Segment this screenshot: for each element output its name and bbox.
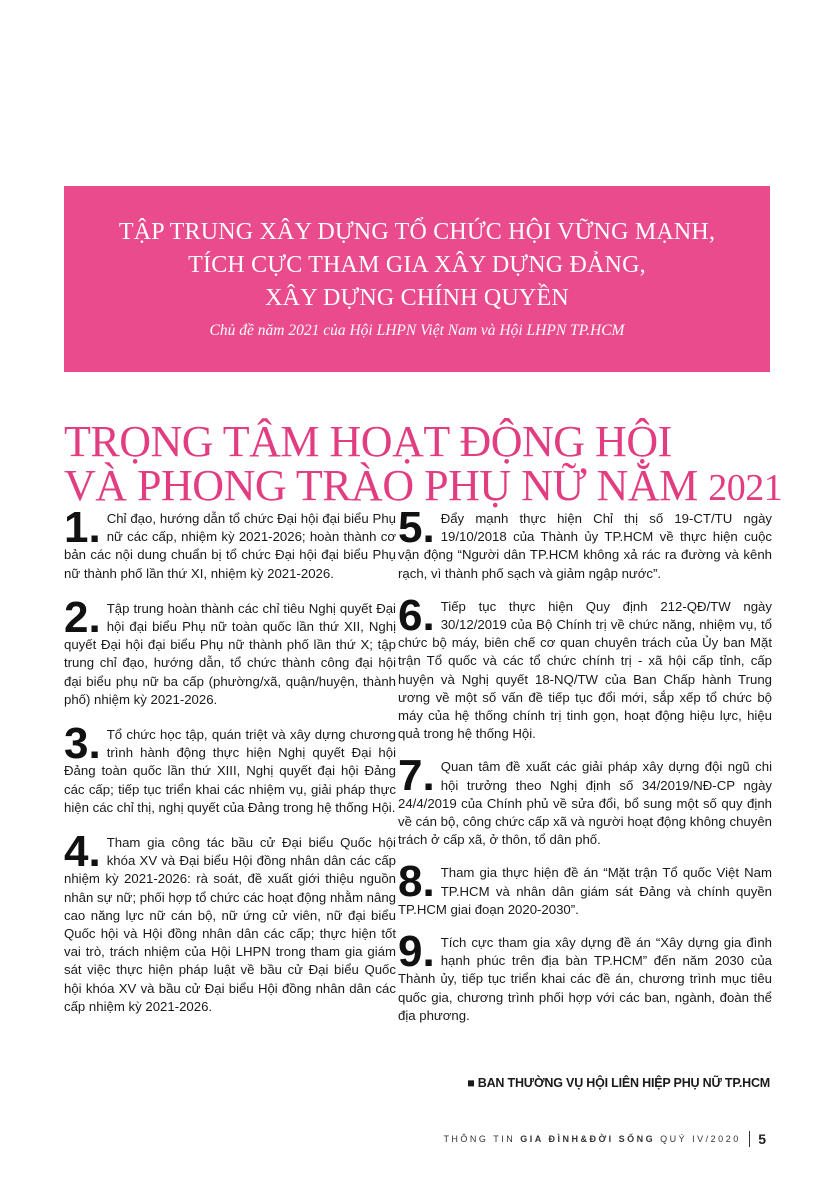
footer-magazine-name: GIA ĐÌNH&ĐỜI SỐNG xyxy=(520,1134,656,1144)
footer-divider xyxy=(749,1131,751,1147)
list-item-2 xyxy=(64,592,396,709)
item-number: 7. xyxy=(398,751,435,801)
item-text: Tiếp tục thực hiện Quy định 212-QĐ/TW ngày 30/12/2019 của Bộ Chính trị về chức năng, nhiệm vụ, tổ chức bộ máy, biên chế cơ quan chuyên trách của Ủy ban Mặt trận Tổ quốc và các tổ chức chính trị - xã hội cấp tỉnh, cấp huyện và Nghị quyết 18-NQ/TW của Ban Chấp hành Trung ương về một số vấn đề tiếp tục đổi mới, sắp xếp tổ chức bộ máy của hệ thống chính trị tinh gọn, hoạt động hiệu lực, hiệu quả trong hệ thống Hội. xyxy=(398,598,772,742)
item-number: 4. xyxy=(64,827,101,877)
headline-year: 2021 xyxy=(708,467,783,509)
article-headline xyxy=(64,417,784,510)
list-item-6 xyxy=(398,590,772,744)
list-item-1 xyxy=(64,503,396,583)
item-text: Đẩy mạnh thực hiện Chỉ thị số 19-CT/TU ngày 19/10/2018 của Thành ủy TP.HCM về thực hiện cuộc vận động “Người dân TP.HCM không xả rác ra đường và kênh rạch, vì thành phố sạch và giảm ngập nước”. xyxy=(398,511,772,581)
page-footer xyxy=(443,1131,766,1147)
item-text: Tập trung hoàn thành các chỉ tiêu Nghị quyết Đại hội đại biểu Phụ nữ toàn quốc lần thứ XII, Nghị quyết Đại hội đại biểu Phụ nữ thành phố lần thứ X; tập trung chỉ đạo, hướng dẫn, tổ chức thành công đại hội đại biểu phụ nữ ba cấp (phường/xã, quận/huyện, thành phố) nhiệm kỳ 2021-2026. xyxy=(64,600,396,707)
item-text: Quan tâm đề xuất các giải pháp xây dựng đội ngũ chi hội trưởng theo Nghị định số 34/2019/NĐ-CP ngày 24/4/2019 của Chính phủ về sửa đổi, bổ sung một số quy định về cán bộ, công chức cấp xã và người hoạt động không chuyên trách ở cấp xã, ở thôn, tổ dân phố. xyxy=(398,759,772,848)
footer-issue: QUÝ IV/2020 xyxy=(660,1134,741,1144)
item-number: 1. xyxy=(64,503,101,552)
page-number: 5 xyxy=(758,1131,766,1147)
headline-line-2-text: VÀ PHONG TRÀO PHỤ NỮ NĂM xyxy=(64,461,698,510)
author-signature: ■ BAN THƯỜNG VỤ HỘI LIÊN HIỆP PHỤ NỮ TP.HCM xyxy=(467,1076,770,1090)
item-number: 3. xyxy=(64,719,101,769)
item-number: 9. xyxy=(398,927,435,977)
item-number: 2. xyxy=(64,592,101,642)
list-item-3 xyxy=(64,719,396,817)
left-column xyxy=(64,503,396,1033)
list-item-8 xyxy=(398,857,772,919)
banner-line-1: TẬP TRUNG XÂY DỰNG TỔ CHỨC HỘI VỮNG MẠNH, xyxy=(118,219,716,245)
item-text: Tham gia công tác bầu cử Đại biểu Quốc hội khóa XV và Đại biểu Hội đồng nhân dân các cấp nhiệm kỳ 2021-2026: rà soát, đề xuất giới thiệu nguồn nhân sự nữ; phối hợp tổ chức các hoạt động nhằm nâng cao năng lực nữ cán bộ, nữ ứng cử viên, nữ đại biểu Quốc hội và Hội đồng nhân dân các cấp; thực hiện tốt vai trò, trách nhiệm của Hội LHPN trong tham gia giám sát việc thực hiện pháp luật về bầu cử Đại biểu Quốc hội khóa XV và bầu cử Đại biểu Hội đồng nhân dân các cấp nhiệm kỳ 2021-2026. xyxy=(64,835,396,1014)
item-number: 6. xyxy=(398,590,435,640)
banner-line-2: TÍCH CỰC THAM GIA XÂY DỰNG ĐẢNG, xyxy=(188,252,646,278)
item-text: Tham gia thực hiện đề án “Mặt trận Tổ quốc Việt Nam TP.HCM và nhân dân giám sát Đảng và chính quyền TP.HCM giai đoạn 2020-2030”. xyxy=(398,865,772,917)
right-column xyxy=(398,503,772,1040)
list-item-4 xyxy=(64,827,396,1016)
theme-banner xyxy=(64,186,770,372)
list-item-9 xyxy=(398,927,772,1025)
list-item-7 xyxy=(398,751,772,849)
banner-line-3: XÂY DỰNG CHÍNH QUYỀN xyxy=(265,285,569,311)
banner-subtitle: Chủ đề năm 2021 của Hội LHPN Việt Nam và Hội LHPN TP.HCM xyxy=(209,322,625,339)
list-item-5 xyxy=(398,503,772,583)
item-text: Chỉ đạo, hướng dẫn tổ chức Đại hội đại biểu Phụ nữ các cấp, nhiệm kỳ 2021-2026; hoàn thành cơ bản các nội dung chuẩn bị tổ chức Đại hội đại biểu Phụ nữ thành phố lần thứ XI, nhiệm kỳ 2021-2026. xyxy=(64,511,396,581)
item-number: 5. xyxy=(398,503,435,552)
item-text: Tổ chức học tập, quán triệt và xây dựng chương trình hành động thực hiện Nghị quyết Đại hội Đảng toàn quốc lần thứ XIII, Nghị quyết đại hội Đảng các cấp; tiếp tục triển khai các nhiệm vụ, giải pháp thực hiện các chỉ thị, nghị quyết của Đảng trong hệ thống Hội. xyxy=(64,727,396,815)
item-text: Tích cực tham gia xây dựng đề án “Xây dựng gia đình hạnh phúc trên địa bàn TP.HCM” đến năm 2030 của Thành ủy, tiếp tục triển khai các đề án, chương trình mục tiêu quốc gia, chương trình phối hợp với các ban, ngành, đoàn thể địa phương. xyxy=(398,935,772,1023)
item-number: 8. xyxy=(398,857,435,907)
headline-line-1: TRỌNG TÂM HOẠT ĐỘNG HỘI xyxy=(64,417,672,466)
footer-prefix: THÔNG TIN xyxy=(443,1134,516,1144)
